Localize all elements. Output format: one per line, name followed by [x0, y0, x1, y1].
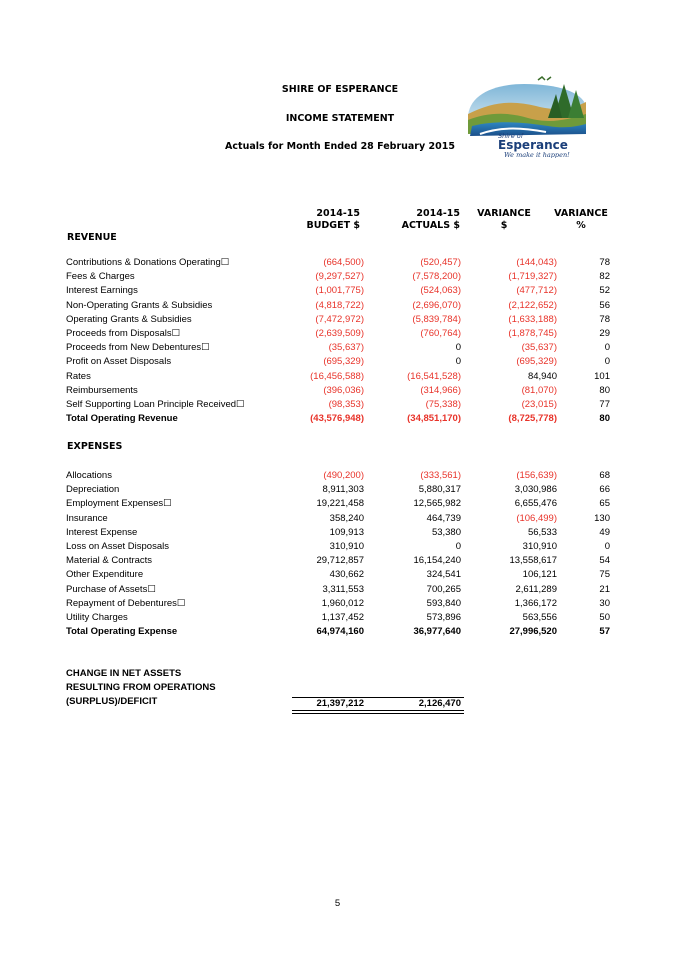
row-label: Depreciation: [66, 484, 120, 496]
budget-cell: (9,297,527): [315, 271, 364, 283]
budget-cell: 1,960,012: [321, 597, 364, 609]
table-row: [0, 284, 675, 298]
row-label: Fees & Charges: [66, 271, 135, 283]
table-row: [0, 370, 675, 384]
actual-cell: (524,063): [420, 285, 461, 297]
table-row: [0, 526, 675, 540]
table-row: [0, 483, 675, 497]
row-label: Self Supporting Loan Principle Received☐: [66, 399, 245, 410]
actual-cell: (520,457): [420, 257, 461, 268]
row-label: Interest Earnings: [66, 285, 138, 297]
row-label: Employment Expenses☐: [66, 498, 172, 510]
page-number: 5: [334, 898, 341, 909]
variance-percent-cell: 75: [599, 569, 610, 581]
variance-percent-cell: 21: [599, 583, 610, 595]
change-budget-value: 21,397,212: [316, 698, 364, 709]
revenue-heading: REVENUE: [67, 232, 117, 243]
table-row: [0, 341, 675, 355]
variance-cell: (23,015): [521, 399, 557, 410]
row-label: Non-Operating Grants & Subsidies: [66, 299, 213, 311]
total-row: [0, 625, 675, 639]
variance-percent-cell: 66: [599, 484, 610, 496]
budget-cell: (43,576,948): [310, 413, 364, 425]
variance-percent-cell: 54: [599, 555, 610, 567]
row-label: Profit on Asset Disposals: [66, 356, 172, 368]
variance-percent-cell: 30: [599, 597, 610, 609]
row-label: Loss on Asset Disposals: [66, 541, 169, 552]
actual-cell: 700,265: [426, 583, 461, 595]
actual-cell: 0: [455, 342, 461, 354]
variance-cell: 56,533: [527, 526, 557, 538]
variance-cell: (695,329): [516, 356, 557, 368]
column-header-budget: 2014-15 BUDGET $: [306, 208, 360, 231]
table-row: [0, 583, 675, 597]
actual-cell: 5,880,317: [418, 484, 461, 496]
row-label: Interest Expense: [66, 526, 138, 538]
variance-cell: 6,655,476: [514, 498, 557, 510]
budget-cell: 3,311,553: [322, 583, 364, 595]
budget-cell: (695,329): [323, 356, 364, 368]
actual-cell: (75,338): [425, 399, 461, 410]
variance-cell: (156,639): [516, 470, 557, 481]
budget-cell: 109,913: [329, 526, 364, 538]
actual-cell: (16,541,528): [407, 370, 461, 382]
budget-cell: 64,974,160: [316, 626, 364, 638]
variance-cell: (35,637): [521, 342, 557, 354]
row-label: Other Expenditure: [66, 569, 144, 581]
variance-percent-cell: 68: [599, 470, 610, 481]
table-row: [0, 270, 675, 284]
table-row: [0, 554, 675, 568]
budget-cell: (490,200): [323, 470, 364, 481]
budget-cell: 1,137,452: [321, 612, 364, 623]
variance-cell: 3,030,986: [514, 484, 557, 496]
budget-cell: (1,001,775): [315, 285, 364, 297]
variance-cell: 310,910: [522, 541, 557, 552]
period-subtitle: Actuals for Month Ended 28 February 2015: [225, 141, 455, 152]
variance-cell: 84,940: [527, 370, 557, 382]
variance-cell: (2,122,652): [508, 299, 557, 311]
variance-cell: (1,719,327): [508, 271, 557, 283]
variance-percent-cell: 80: [599, 384, 610, 396]
total-row: [0, 412, 675, 426]
table-row: [0, 313, 675, 327]
row-label: Total Operating Revenue: [66, 413, 178, 425]
table-row: [0, 540, 675, 554]
actual-cell: 464,739: [426, 512, 461, 524]
variance-percent-cell: 65: [599, 498, 610, 510]
budget-cell: 310,910: [329, 541, 364, 552]
actual-cell: (333,561): [420, 470, 461, 481]
table-row: [0, 398, 675, 412]
table-row: [0, 568, 675, 582]
rule-double-1: [292, 710, 464, 711]
budget-cell: 29,712,857: [316, 555, 364, 567]
actual-cell: 0: [455, 356, 461, 368]
actual-cell: (2,696,070): [412, 299, 461, 311]
actual-cell: 53,380: [431, 526, 461, 538]
table-row: [0, 469, 675, 483]
actual-cell: 324,541: [426, 569, 461, 581]
budget-cell: 430,662: [329, 569, 364, 581]
actual-cell: (760,764): [420, 328, 461, 339]
statement-title: INCOME STATEMENT: [285, 113, 395, 124]
actual-cell: 573,896: [426, 612, 461, 623]
actual-cell: 593,840: [426, 597, 461, 609]
variance-percent-cell: 78: [599, 257, 610, 268]
table-row: [0, 256, 675, 270]
row-label: Total Operating Expense: [66, 626, 178, 638]
variance-percent-cell: 80: [599, 413, 610, 425]
logo-shire-of-text: Shire of: [498, 132, 524, 140]
row-label: Rates: [66, 370, 91, 382]
change-actual-value: 2,126,470: [418, 698, 461, 709]
row-label: Purchase of Assets☐: [66, 583, 156, 595]
row-label: Utility Charges: [66, 612, 128, 623]
budget-cell: (35,637): [328, 342, 364, 354]
shire-of-esperance-logo: [462, 76, 602, 158]
budget-cell: 8,911,303: [322, 484, 364, 496]
table-row: [0, 299, 675, 313]
variance-percent-cell: 29: [599, 328, 610, 339]
variance-cell: (144,043): [516, 257, 557, 268]
table-row: [0, 497, 675, 511]
budget-cell: 19,221,458: [316, 498, 364, 510]
budget-cell: (396,036): [323, 384, 364, 396]
variance-percent-cell: 82: [599, 271, 610, 283]
variance-percent-cell: 0: [604, 342, 610, 354]
table-row: [0, 597, 675, 611]
table-row: [0, 355, 675, 369]
budget-cell: (7,472,972): [315, 313, 364, 325]
rule-double-2: [292, 713, 464, 714]
logo-esperance-text: Esperance: [498, 138, 568, 152]
variance-cell: (106,499): [516, 512, 557, 524]
actual-cell: 0: [455, 541, 461, 552]
column-header-variance-percent: VARIANCE %: [554, 208, 608, 231]
expenses-heading: EXPENSES: [67, 441, 123, 452]
variance-percent-cell: 130: [594, 512, 610, 524]
variance-percent-cell: 52: [599, 285, 610, 297]
variance-percent-cell: 50: [599, 612, 610, 623]
variance-cell: (1,633,188): [508, 313, 557, 325]
row-label: Operating Grants & Subsidies: [66, 313, 192, 325]
variance-percent-cell: 56: [599, 299, 610, 311]
row-label: Material & Contracts: [66, 555, 153, 567]
variance-percent-cell: 0: [604, 541, 610, 552]
change-in-net-assets-label: CHANGE IN NET ASSETS RESULTING FROM OPERATIONS (SURPLUS)/DEFICIT: [66, 668, 216, 707]
variance-cell: 106,121: [522, 569, 557, 581]
variance-cell: (8,725,778): [508, 413, 557, 425]
column-header-actuals: 2014-15 ACTUALS $: [401, 208, 460, 231]
actual-cell: (5,839,784): [412, 313, 461, 325]
variance-cell: 27,996,520: [509, 626, 557, 638]
variance-percent-cell: 101: [594, 370, 610, 382]
row-label: Insurance: [66, 512, 108, 524]
actual-cell: (7,578,200): [412, 271, 461, 283]
variance-percent-cell: 77: [599, 399, 610, 410]
table-row: [0, 611, 675, 625]
budget-cell: (16,456,588): [310, 370, 364, 382]
actual-cell: (314,966): [420, 384, 461, 396]
column-header-variance-dollars: VARIANCE $: [477, 208, 531, 231]
row-label: Reimbursements: [66, 384, 138, 396]
variance-percent-cell: 49: [599, 526, 610, 538]
actual-cell: (34,851,170): [407, 413, 461, 425]
row-label: Proceeds from New Debentures☐: [66, 342, 210, 354]
variance-percent-cell: 78: [599, 313, 610, 325]
variance-cell: (477,712): [516, 285, 557, 297]
row-label: Allocations: [66, 470, 112, 481]
variance-percent-cell: 57: [599, 626, 610, 638]
table-row: [0, 327, 675, 341]
row-label: Contributions & Donations Operating☐: [66, 257, 230, 268]
table-row: [0, 384, 675, 398]
variance-cell: 1,366,172: [514, 597, 557, 609]
organization-title: SHIRE OF ESPERANCE: [281, 84, 399, 95]
actual-cell: 12,565,982: [413, 498, 461, 510]
actual-cell: 16,154,240: [413, 555, 461, 567]
row-label: Proceeds from Disposals☐: [66, 328, 181, 339]
variance-cell: 2,611,289: [515, 583, 557, 595]
budget-cell: (4,818,722): [315, 299, 364, 311]
table-row: [0, 512, 675, 526]
variance-cell: (1,878,745): [508, 328, 557, 339]
budget-cell: (98,353): [328, 399, 364, 410]
budget-cell: (2,639,509): [315, 328, 364, 339]
actual-cell: 36,977,640: [413, 626, 461, 638]
variance-cell: 563,556: [522, 612, 557, 623]
budget-cell: 358,240: [329, 512, 364, 524]
budget-cell: (664,500): [323, 257, 364, 268]
logo-tagline-text: We make it happen!: [504, 151, 570, 158]
variance-percent-cell: 0: [604, 356, 610, 368]
row-label: Repayment of Debentures☐: [66, 597, 186, 609]
variance-cell: 13,558,617: [509, 555, 557, 567]
variance-cell: (81,070): [521, 384, 557, 396]
